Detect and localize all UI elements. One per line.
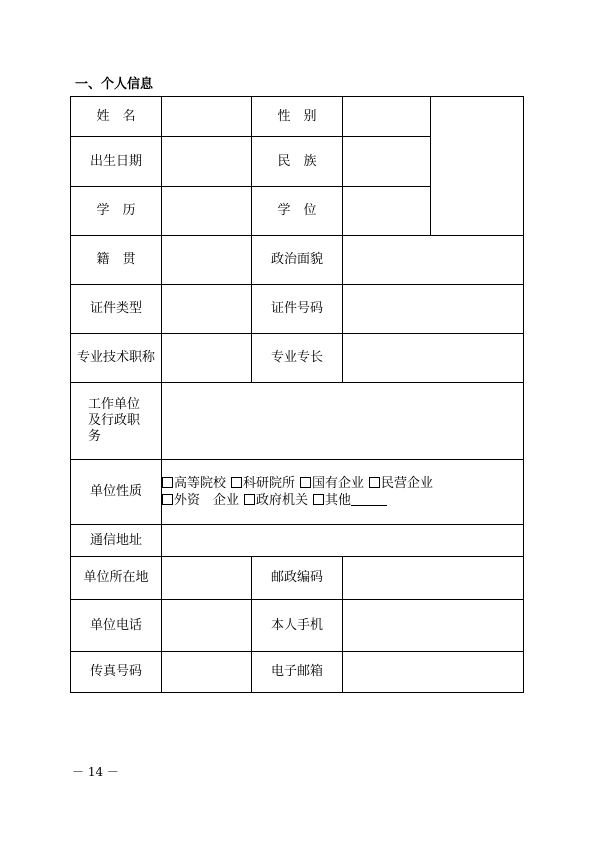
option-university[interactable] bbox=[162, 476, 226, 491]
gender-field[interactable] bbox=[343, 97, 431, 137]
photo-box[interactable] bbox=[431, 97, 524, 236]
option-private-enterprise[interactable] bbox=[369, 476, 433, 491]
mobile-phone-field[interactable] bbox=[343, 600, 524, 652]
unit-nature-label: 单位性质 bbox=[71, 460, 162, 525]
gender-label: 性 别 bbox=[252, 97, 343, 137]
work-unit-label bbox=[71, 383, 162, 460]
fax-number-label: 传真号码 bbox=[71, 652, 162, 693]
checkbox-icon[interactable] bbox=[313, 494, 324, 505]
unit-nature-options-row-2 bbox=[162, 492, 523, 509]
checkbox-icon[interactable] bbox=[162, 494, 173, 505]
unit-nature-options-row-1 bbox=[162, 476, 523, 492]
id-number-label: 证件号码 bbox=[252, 285, 343, 334]
birth-date-label: 出生日期 bbox=[71, 137, 162, 187]
unit-nature-options bbox=[162, 460, 524, 525]
option-research-institute[interactable] bbox=[231, 476, 295, 491]
unit-location-label: 单位所在地 bbox=[71, 557, 162, 600]
unit-location-field[interactable] bbox=[162, 557, 252, 600]
option-label: 国有企业 bbox=[312, 475, 365, 491]
native-place-label: 籍 贯 bbox=[71, 236, 162, 285]
checkbox-icon[interactable] bbox=[162, 477, 173, 488]
option-other[interactable] bbox=[313, 493, 351, 508]
ethnicity-label: 民 族 bbox=[252, 137, 343, 187]
mailing-address-label: 通信地址 bbox=[71, 525, 162, 557]
email-field[interactable] bbox=[343, 652, 524, 693]
other-blank-line[interactable] bbox=[351, 492, 387, 506]
native-place-field[interactable] bbox=[162, 236, 252, 285]
unit-phone-field[interactable] bbox=[162, 600, 252, 652]
degree-field[interactable] bbox=[343, 187, 431, 236]
fax-number-field[interactable] bbox=[162, 652, 252, 693]
work-unit-label-text: 工作单位及行政职务 bbox=[88, 397, 141, 444]
ethnicity-field[interactable] bbox=[343, 137, 431, 187]
name-label: 姓 名 bbox=[71, 97, 162, 137]
page-number: － 14 － bbox=[72, 765, 119, 779]
education-field[interactable] bbox=[162, 187, 252, 236]
unit-phone-label: 单位电话 bbox=[71, 600, 162, 652]
specialty-field[interactable] bbox=[343, 334, 524, 383]
mobile-phone-label: 本人手机 bbox=[252, 600, 343, 652]
checkbox-icon[interactable] bbox=[244, 494, 255, 505]
political-status-label: 政治面貌 bbox=[252, 236, 343, 285]
section-title: 一、个人信息 bbox=[75, 77, 154, 92]
id-number-field[interactable] bbox=[343, 285, 524, 334]
mailing-address-field[interactable] bbox=[162, 525, 524, 557]
option-label: 外资 企业 bbox=[174, 492, 240, 508]
name-field[interactable] bbox=[162, 97, 252, 137]
birth-date-field[interactable] bbox=[162, 137, 252, 187]
checkbox-icon[interactable] bbox=[369, 477, 380, 488]
id-type-label: 证件类型 bbox=[71, 285, 162, 334]
professional-title-field[interactable] bbox=[162, 334, 252, 383]
checkbox-icon[interactable] bbox=[300, 477, 311, 488]
option-label: 政府机关 bbox=[256, 492, 309, 508]
work-unit-field[interactable] bbox=[162, 383, 524, 460]
option-government-agency[interactable] bbox=[244, 493, 308, 508]
option-label: 科研院所 bbox=[243, 475, 296, 491]
option-label: 高等院校 bbox=[174, 475, 227, 491]
postal-code-field[interactable] bbox=[343, 557, 524, 600]
option-label: 其他 bbox=[325, 492, 352, 508]
email-label: 电子邮箱 bbox=[252, 652, 343, 693]
option-state-owned-enterprise[interactable] bbox=[300, 476, 364, 491]
checkbox-icon[interactable] bbox=[231, 477, 242, 488]
degree-label: 学 位 bbox=[252, 187, 343, 236]
id-type-field[interactable] bbox=[162, 285, 252, 334]
option-label: 民营企业 bbox=[381, 475, 434, 491]
education-label: 学 历 bbox=[71, 187, 162, 236]
professional-title-label: 专业技术职称 bbox=[71, 334, 162, 383]
option-foreign-enterprise[interactable] bbox=[162, 493, 239, 508]
specialty-label: 专业专长 bbox=[252, 334, 343, 383]
postal-code-label: 邮政编码 bbox=[252, 557, 343, 600]
personal-info-table bbox=[70, 96, 524, 693]
political-status-field[interactable] bbox=[343, 236, 524, 285]
